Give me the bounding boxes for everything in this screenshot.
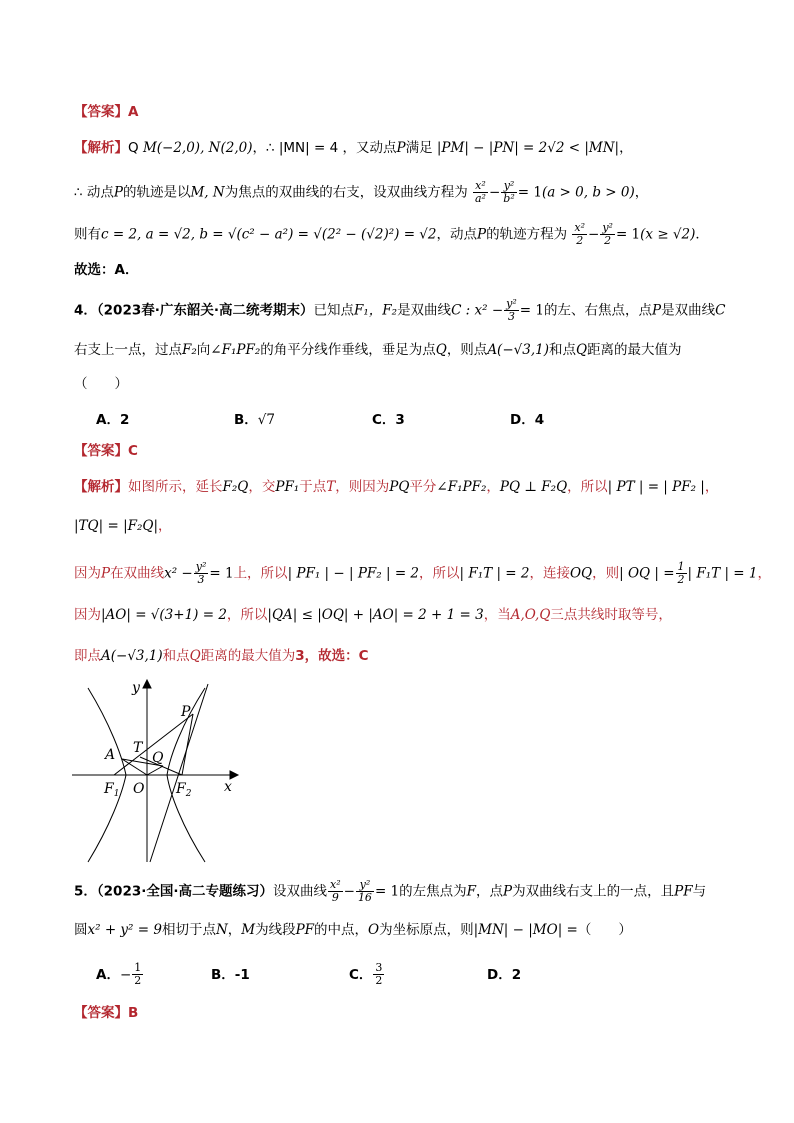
- text: ，点: [476, 883, 504, 900]
- label-o: O: [133, 781, 145, 797]
- minus: −: [343, 883, 355, 900]
- fraction: [501, 180, 516, 205]
- question-source: （2023春·广东韶关·高二统考期末）: [96, 302, 314, 319]
- math: Q: [575, 342, 588, 358]
- text: ，: [704, 479, 719, 495]
- fraction: [194, 561, 209, 586]
- fraction: [373, 962, 384, 987]
- text: 即点: [74, 648, 101, 664]
- math: = 1: [374, 883, 400, 900]
- numerator: y²: [506, 297, 517, 310]
- math: PQ ⊥ F₂Q: [499, 479, 568, 495]
- denominator: 2: [375, 974, 383, 987]
- text: ，则因为: [335, 479, 390, 495]
- math: Q: [435, 342, 447, 358]
- q3-analysis-line-3: [74, 222, 709, 247]
- math: C: [715, 302, 726, 319]
- q4-paren: （ ）: [74, 376, 128, 392]
- numerator: y²: [501, 180, 516, 193]
- label-x: x: [224, 779, 232, 795]
- math: | OQ | =: [619, 565, 675, 582]
- text: 右支上一点，过点: [74, 342, 182, 358]
- math: F: [466, 883, 477, 900]
- denominator: 2: [604, 234, 612, 247]
- label-a: A: [105, 747, 116, 763]
- math: F₂: [182, 342, 197, 358]
- q5-stem-line-1: [74, 879, 706, 904]
- option-value: 2: [119, 412, 130, 428]
- y-axis-arrow: [143, 680, 151, 688]
- math: P: [113, 184, 123, 201]
- option-value: 2: [511, 966, 522, 983]
- text: 因为: [74, 565, 101, 582]
- text: ，故选：C: [304, 648, 369, 664]
- numerator: x²: [473, 180, 488, 193]
- q4-stem-line-2: [74, 340, 682, 360]
- text: 距离的最大值为: [587, 342, 682, 358]
- q4-analysis-line-4: [74, 605, 672, 625]
- math: = 1: [519, 302, 544, 319]
- option-label: D．: [487, 966, 512, 983]
- option-label: A．: [96, 966, 120, 983]
- math: x² −: [164, 565, 193, 582]
- option-label: B．: [234, 412, 258, 428]
- option-value: -1: [234, 966, 250, 983]
- answer-tag: 【答案】: [74, 1005, 128, 1021]
- option-label: B．: [211, 966, 235, 983]
- math: P: [477, 226, 487, 243]
- math: |PM| − |PN| = 2√2 < |MN|: [436, 140, 620, 156]
- option-a[interactable]: [96, 962, 211, 987]
- label-p: P: [181, 704, 191, 720]
- q3-conclusion: 故选：A．: [74, 262, 139, 278]
- math: | PF₁ | − | PF₂ | = 2: [287, 565, 420, 582]
- fraction: [600, 222, 615, 247]
- text: 的轨迹是以: [122, 184, 191, 201]
- denominator: b²: [503, 192, 515, 205]
- option-c[interactable]: [372, 410, 510, 430]
- q3-answer-line: [74, 102, 138, 122]
- text: 设双曲线: [273, 883, 327, 900]
- question-number: 5．: [74, 883, 97, 900]
- text: 于点: [299, 479, 327, 495]
- text: 如图所示，延长: [128, 479, 223, 495]
- math: ∠F₁PF₂: [436, 479, 487, 495]
- segment-oq: [147, 766, 163, 775]
- text: ，则点: [446, 342, 488, 358]
- math: | F₁T | = 2: [459, 565, 530, 582]
- text: 已知点: [313, 302, 354, 319]
- text: 在双曲线: [110, 565, 165, 582]
- text: 向: [196, 342, 211, 358]
- denominator: 2: [677, 573, 685, 586]
- x-axis-arrow: [230, 771, 238, 779]
- option-value: √7: [257, 412, 275, 428]
- math: PF: [674, 883, 693, 900]
- math: ∠F₁PF₂: [210, 342, 261, 358]
- math: P: [651, 302, 662, 319]
- numerator: 1: [134, 961, 142, 974]
- math: A,O,Q: [510, 607, 551, 623]
- text: ，所以: [419, 565, 460, 582]
- option-label: C．: [372, 412, 396, 428]
- text: 为坐标原点，则: [379, 922, 474, 938]
- fraction: [356, 879, 374, 904]
- text: ，则: [592, 565, 620, 582]
- answer-tag: 【答案】: [74, 443, 128, 459]
- angle-bisector: [150, 684, 208, 862]
- option-a[interactable]: [96, 410, 234, 430]
- denominator: 16: [357, 891, 372, 904]
- text: ，: [757, 565, 771, 582]
- text: 上，所以: [233, 565, 288, 582]
- math: PF: [295, 922, 315, 938]
- math: (a > 0, b > 0): [541, 184, 635, 201]
- q3-analysis-line-1: [74, 138, 633, 158]
- option-b[interactable]: [211, 965, 349, 985]
- fraction: [132, 962, 143, 987]
- text: 圆: [74, 922, 88, 938]
- denominator: a²: [475, 192, 486, 205]
- math: F₂Q: [222, 479, 249, 495]
- math: PQ: [389, 479, 410, 495]
- option-d[interactable]: [510, 410, 610, 430]
- text: 三点共线时取等号，: [550, 607, 672, 623]
- numerator: 1: [677, 560, 685, 573]
- text: （ ）: [577, 922, 632, 938]
- math: (x ≥ √2): [640, 226, 696, 243]
- math: PF₁: [275, 479, 300, 495]
- fraction: [572, 222, 587, 247]
- math: A(−√3,1): [487, 342, 549, 358]
- text: 为线段: [255, 922, 296, 938]
- q3-analysis-line-2: [74, 180, 648, 205]
- math: Q: [189, 648, 201, 664]
- numerator: x²: [330, 878, 341, 891]
- label-f2: $F_2$: [176, 781, 192, 799]
- question-source: （2023·全国·高二专题练习）: [96, 883, 273, 900]
- label-t: T: [133, 740, 143, 756]
- label-f1: $F_1$: [104, 781, 120, 799]
- text: 和点: [548, 342, 576, 358]
- q4-analysis-line-1: [74, 477, 718, 497]
- math: M(−2,0), N(2,0): [142, 140, 253, 156]
- q4-stem-line-1: [74, 298, 725, 323]
- fraction: [504, 298, 519, 323]
- numerator: y²: [356, 879, 374, 892]
- text: ，连接: [529, 565, 570, 582]
- math: M: [241, 922, 256, 938]
- text: 的中点，: [314, 922, 369, 938]
- math: P: [503, 883, 513, 900]
- math: P: [101, 565, 111, 582]
- answer-value: B: [128, 1005, 139, 1021]
- text: 和点: [162, 648, 190, 664]
- math: F₁，F₂: [354, 302, 398, 319]
- q4-options: [96, 410, 610, 430]
- numerator: x²: [574, 221, 586, 234]
- math: M, N: [190, 184, 225, 201]
- denominator: 2: [576, 234, 584, 247]
- fraction: [676, 561, 687, 586]
- text: 平分: [409, 479, 437, 495]
- option-value: 3: [395, 412, 405, 428]
- math: x² + y² = 9: [87, 922, 162, 938]
- math: OQ: [569, 565, 593, 582]
- label-q: Q: [152, 750, 164, 766]
- option-c[interactable]: [349, 962, 487, 987]
- text: 3: [295, 648, 305, 664]
- text: 的左、右焦点，点: [543, 302, 652, 319]
- denominator: 9: [331, 891, 339, 904]
- text: ，: [486, 479, 500, 495]
- text: ，: [158, 518, 172, 534]
- text: ，交: [248, 479, 276, 495]
- text: 为双曲线右支上的一点，且: [512, 883, 675, 900]
- text: Q: [128, 140, 139, 156]
- text: ，: [619, 140, 633, 156]
- text: 满足: [405, 140, 433, 156]
- math: |QA| ≤ |OQ| + |AO| = 2 + 1 = 3: [267, 607, 484, 623]
- math: N: [215, 922, 228, 938]
- numerator: y²: [602, 221, 613, 234]
- q4-analysis-line-2: [74, 516, 172, 536]
- minus: −: [588, 226, 600, 243]
- text: ．: [695, 226, 709, 243]
- math: P: [396, 140, 406, 156]
- option-b[interactable]: [234, 410, 372, 430]
- denominator: 2: [134, 974, 142, 987]
- math: = 1: [209, 565, 234, 582]
- segment-pf2: [182, 714, 193, 775]
- hyperbola-figure: [70, 676, 240, 866]
- option-label: A．: [96, 412, 120, 428]
- text: 是双曲线: [397, 302, 452, 319]
- text: ，∴ |MN| = 4 ，又动点: [252, 140, 397, 156]
- text: ，: [227, 922, 242, 938]
- text: 与: [692, 883, 707, 900]
- text: 的角平分线作垂线，垂足为点: [260, 342, 436, 358]
- math: T: [326, 479, 336, 495]
- math: |MN| − |MO| =: [473, 922, 578, 938]
- math: |AO| = √(3+1) = 2: [101, 607, 227, 623]
- option-value: −: [119, 966, 132, 983]
- text: ∴ 动点: [74, 184, 114, 201]
- minus: −: [488, 184, 501, 201]
- q4-answer-line: [74, 441, 138, 461]
- math: | F₁T | = 1: [687, 565, 758, 582]
- answer-value: C: [128, 443, 138, 459]
- fraction: [328, 879, 343, 904]
- equals-one: = 1: [517, 184, 542, 201]
- text: 距离的最大值为: [200, 648, 296, 664]
- math: C : x² −: [451, 302, 504, 319]
- q5-answer-line: [74, 1003, 138, 1023]
- text: 则有: [74, 226, 101, 243]
- label-y: y: [132, 680, 140, 696]
- q5-options: [96, 962, 587, 987]
- fraction: [473, 180, 488, 205]
- q5-stem-line-2: [74, 920, 632, 940]
- option-value: 4: [534, 412, 545, 428]
- text: 的左焦点为: [399, 883, 467, 900]
- text: ，所以: [226, 607, 268, 623]
- answer-tag: 【答案】: [74, 104, 128, 120]
- numerator: 3: [375, 961, 383, 974]
- text: ，所以: [567, 479, 608, 495]
- text: ，动点: [436, 226, 477, 243]
- math: | PT | = | PF₂ |: [607, 479, 705, 495]
- q4-analysis-line-3: [74, 561, 771, 586]
- text: ，当: [483, 607, 511, 623]
- text: 因为: [74, 607, 101, 623]
- text: 为焦点的双曲线的右支，设双曲线方程为: [224, 184, 468, 201]
- option-label: C．: [349, 966, 373, 983]
- text: 是双曲线: [661, 302, 716, 319]
- math: A(−√3,1): [101, 648, 163, 664]
- equals-one: = 1: [615, 226, 641, 243]
- denominator: 3: [507, 310, 515, 323]
- numerator: y²: [195, 560, 207, 573]
- answer-value: A: [128, 104, 139, 120]
- math: |TQ| = |F₂Q|: [74, 518, 159, 534]
- denominator: 3: [197, 573, 205, 586]
- text: 的轨迹方程为: [486, 226, 568, 243]
- option-d[interactable]: [487, 965, 587, 985]
- text: ，: [634, 184, 649, 201]
- question-number: 4．: [74, 302, 97, 319]
- q4-analysis-line-5: [74, 646, 369, 666]
- analysis-tag: 【解析】: [74, 140, 128, 156]
- math: O: [368, 922, 380, 938]
- math: c = 2, a = √2, b = √(c² − a²) = √(2² − (√2)²) = √2: [101, 226, 437, 243]
- analysis-tag: 【解析】: [74, 479, 128, 495]
- option-label: D．: [510, 412, 535, 428]
- text: 相切于点: [161, 922, 216, 938]
